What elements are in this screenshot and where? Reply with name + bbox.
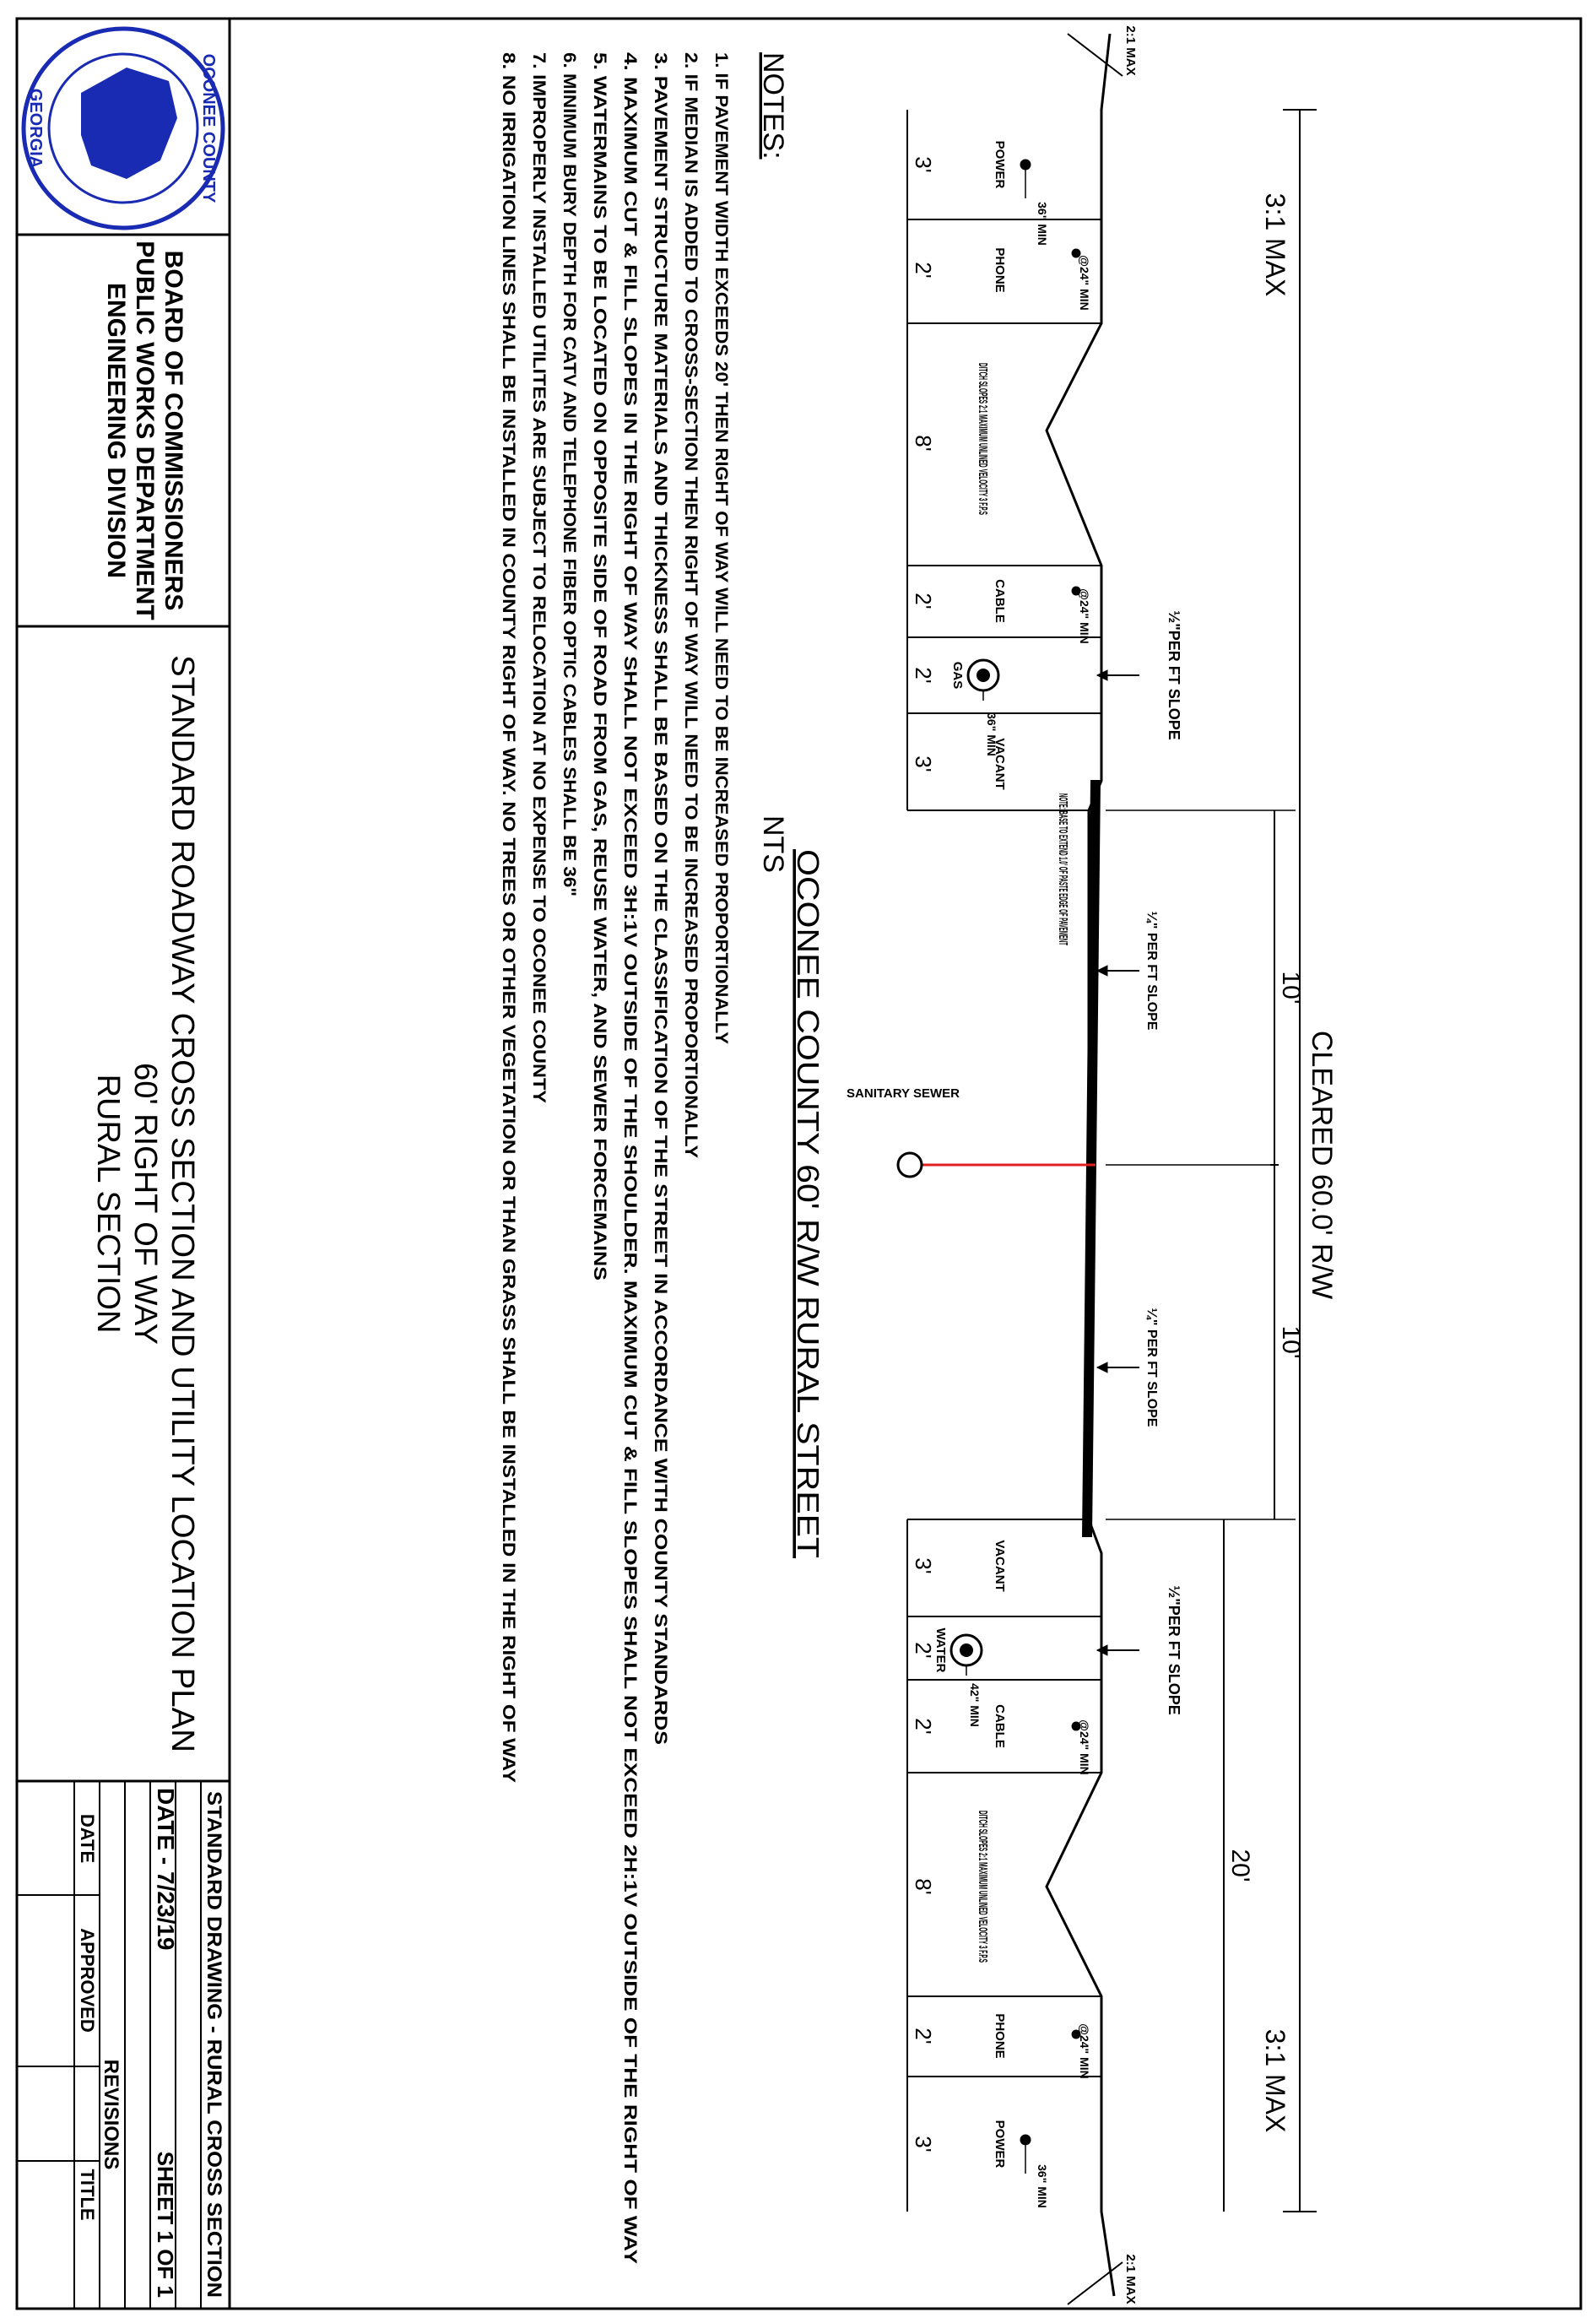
slope-ratio-right: 2:1 MAX bbox=[1123, 2254, 1138, 2304]
plan-title-line-2: 60' RIGHT OF WAY bbox=[127, 1063, 163, 1345]
zone-depth-power-top: 36" MIN bbox=[1036, 202, 1049, 246]
dim-twenty: 20' bbox=[1226, 1849, 1254, 1882]
notes-heading: NOTES: bbox=[757, 52, 789, 160]
zone-width-vacant-bottom: 3' bbox=[911, 1557, 936, 1574]
zone-label-power-bottom: POWER bbox=[993, 2120, 1007, 2169]
zone-width-cable-bottom: 2' bbox=[911, 1718, 936, 1735]
zone-label-phone-top: PHONE bbox=[993, 247, 1007, 293]
org-line-1: BOARD OF COMMISSIONERS bbox=[160, 250, 187, 611]
sanitary-sewer-label: SANITARY SEWER bbox=[847, 1086, 960, 1101]
zone-width-power-bottom: 3' bbox=[911, 2136, 936, 2152]
col-approved-label: APPROVED bbox=[77, 1928, 98, 2033]
note-item-8: 8. NO IRRIGATION LINES SHALL BE INSTALLED IN COUNTY RIGHT OF WAY. NO TREES OR OTHER VEGETATION OR THAN GRASS SHALL BE INSTALLED IN THE RIGHT OF WAY bbox=[499, 52, 518, 1557]
zone-depth-cable-bottom: @24" MIN bbox=[1078, 1719, 1091, 1775]
zone-width-gas: 2' bbox=[911, 667, 936, 684]
zone-width-ditch-bottom: 8' bbox=[911, 1878, 936, 1895]
zone-width-cable-top: 2' bbox=[911, 593, 936, 609]
zone-width-phone-bottom: 2' bbox=[911, 2028, 936, 2044]
row-dimension-label: CLEARED 60.0' R/W bbox=[1306, 1030, 1338, 1300]
note-item-6: 6. MINIMUM BURY DEPTH FOR CATV AND TELEPHONE FIBER OPTIC CABLES SHALL BE 36" bbox=[560, 52, 579, 842]
zone-label-power-top: POWER bbox=[993, 140, 1007, 189]
plan-title-line-1: STANDARD ROADWAY CROSS SECTION AND UTILITY LOCATION PLAN bbox=[165, 654, 200, 1741]
shoulder-slope-1: ½"PER FT SLOPE bbox=[1166, 610, 1182, 740]
zone-width-vacant-top: 3' bbox=[911, 755, 936, 772]
zone-depth-power-bottom: 36" MIN bbox=[1036, 2164, 1049, 2208]
col-date-label: DATE bbox=[77, 1813, 98, 1864]
plan-title-line-3: RURAL SECTION bbox=[90, 1074, 126, 1334]
org-line-3: ENGINEERING DIVISION bbox=[102, 282, 130, 579]
col-title-label: TITLE bbox=[77, 2169, 98, 2221]
seal-text-top: OCONEE COUNTY bbox=[199, 53, 218, 203]
pavement-section bbox=[1083, 781, 1100, 1536]
zone-depth-gas: 36" MIN bbox=[985, 712, 998, 756]
zone-label-vacant-top: VACANT bbox=[993, 738, 1007, 790]
note-item-7: 7. IMPROPERLY INSTALLED UTILITES ARE SUBJECT TO RELOCATION AT NO EXPENSE TO OCONEE COUNTY bbox=[529, 52, 549, 991]
note-item-1: 1. IF PAVEMENT WIDTH EXCEEDS 20' THEN RIGHT OF WAY WILL NEED TO BE INCREASED PROPORTIONALLY bbox=[711, 52, 731, 995]
shoulder-slope-2: ½"PER FT SLOPE bbox=[1166, 1585, 1182, 1715]
dim-right-half: 10' bbox=[1277, 1325, 1305, 1359]
ditch-note-bottom: DITCH SLOPES 2:1 MAXIMUM UNLINED VELOCITY 3 F.P.S bbox=[976, 1811, 990, 2161]
zone-label-gas: GAS bbox=[950, 661, 965, 690]
note-item-4: 4. MAXIMUM CUT & FILL SLOPES IN THE RIGHT OF WAY SHALL NOT EXCEED 3H:1V OUTSIDE OF THE SHOULDER. MAXIMUM CUT & FILL SLOPES SHALL NOT EXCEED 2H:1V OUTSIDE OF THE RIGHT OF WAY bbox=[620, 52, 640, 1830]
zone-depth-phone-bottom: @24" MIN bbox=[1078, 2023, 1091, 2079]
note-item-3: 3. PAVEMENT STRUCTURE MATERIALS AND THICKNESS SHALL BE BASED ON THE CLASSIFICATION OF THE STREET IN ACCORDANCE WITH COUNTY STANDARDS bbox=[651, 52, 670, 1468]
drawing-title: OCONEE COUNTY 60' R/W RURAL STREET bbox=[791, 849, 825, 1471]
sheet-label: SHEET 1 OF 1 bbox=[153, 2151, 178, 2298]
zone-label-vacant-bottom: VACANT bbox=[993, 1540, 1007, 1592]
slope-right-label: 3:1 MAX bbox=[1260, 2028, 1290, 2133]
zone-depth-water: 42" MIN bbox=[968, 1683, 982, 1727]
note-item-5: 5. WATERMAINS TO BE LOCATED ON OPPOSITE SIDE OF ROAD FROM GAS, REUSE WATER, AND SEWER FORCEMAINS bbox=[590, 52, 609, 1081]
zone-label-cable-bottom: CABLE bbox=[993, 1704, 1007, 1748]
zone-width-power-top: 3' bbox=[911, 156, 936, 173]
ditch-note-top: DITCH SLOPES 2:1 MAXIMUM UNLINED VELOCITY 3 F.P.S bbox=[976, 363, 990, 713]
cross-section bbox=[898, 34, 1317, 2304]
zone-width-water: 2' bbox=[911, 1642, 936, 1659]
base-note: NOTE: BASE TO EXTEND 1.0' OF PASTE EDGE OF PAVEMENT bbox=[1056, 793, 1070, 1170]
zone-width-ditch-top: 8' bbox=[911, 435, 936, 452]
slope-left-label: 3:1 MAX bbox=[1260, 192, 1290, 297]
zone-depth-cable-top: @24" MIN bbox=[1078, 588, 1091, 644]
seal-text-bottom: GEORGIA bbox=[26, 88, 45, 169]
revisions-label: REVISIONS bbox=[100, 2059, 122, 2170]
note-item-2: 2. IF MEDIAN IS ADDED TO CROSS-SECTION THEN RIGHT OF WAY WILL NEED TO BE INCREASED PROPORTIONALLY bbox=[681, 52, 701, 1059]
pavement-slope-1: ¼" PER FT SLOPE bbox=[1144, 911, 1159, 1031]
seal-year: 1875 bbox=[112, 73, 126, 100]
org-line-2: PUBLIC WORKS DEPARTMENT bbox=[131, 241, 159, 620]
zone-label-water: WATER bbox=[933, 1627, 948, 1673]
pavement-slope-2: ¼" PER FT SLOPE bbox=[1144, 1308, 1159, 1427]
sanitary-sewer-pipe bbox=[898, 1153, 922, 1177]
county-seal bbox=[24, 29, 223, 228]
zone-label-cable-top: CABLE bbox=[993, 579, 1007, 623]
drawing-scale: NTS bbox=[757, 815, 789, 873]
slope-ratio-left: 2:1 MAX bbox=[1123, 25, 1138, 76]
date-label: DATE - 7/23/19 bbox=[153, 1788, 179, 1951]
zone-depth-phone-top: @24" MIN bbox=[1078, 255, 1091, 311]
zone-label-phone-bottom: PHONE bbox=[993, 2013, 1007, 2059]
notes-block bbox=[499, 52, 789, 2264]
dim-left-half: 10' bbox=[1277, 971, 1305, 1004]
zone-width-phone-top: 2' bbox=[911, 262, 936, 279]
standard-drawing-label: STANDARD DRAWING - RURAL CROSS SECTION bbox=[203, 1791, 225, 2269]
